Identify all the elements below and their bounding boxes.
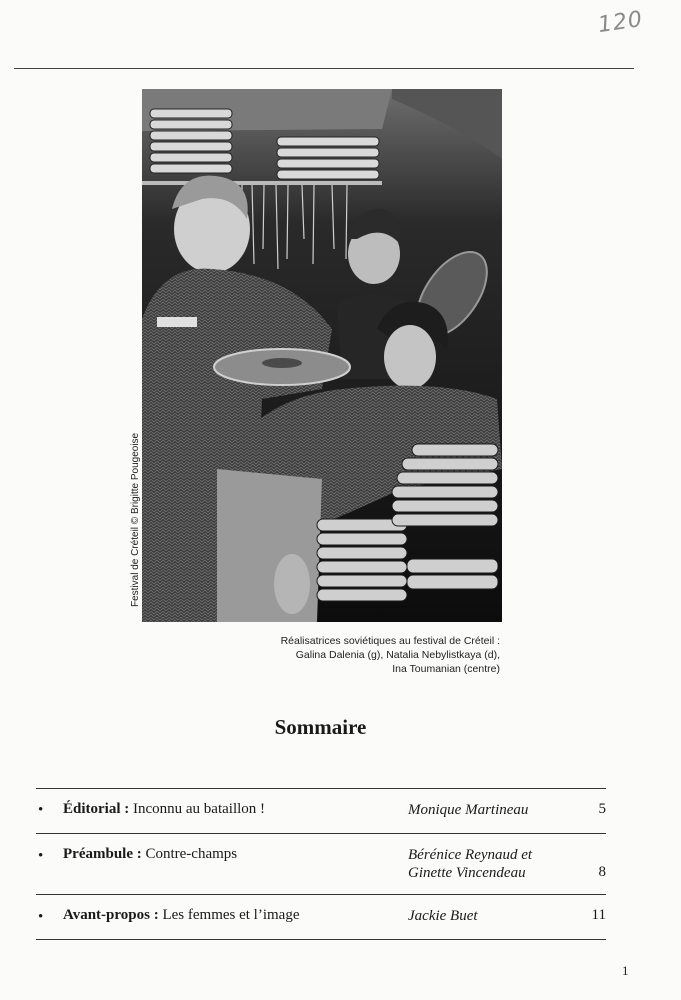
photo-film-reels (142, 89, 502, 622)
caption-line: Réalisatrices soviétiques au festival de Créteil : (280, 635, 500, 647)
toc-entry-author-line: Ginette Vincendeau (408, 865, 526, 881)
toc-entry-label (63, 907, 300, 924)
toc-entry-title: Contre-champs (145, 846, 238, 862)
toc-entry-page: 11 (591, 907, 606, 923)
caption-line: Galina Dalenia (g), Natalia Nebylistkaya (d), (295, 649, 500, 661)
toc-entry-author-line: Bérénice Reynaud et (408, 847, 533, 863)
toc-entry-avant-propos (36, 895, 606, 939)
toc-entry-page: 8 (598, 864, 606, 880)
toc-entry-label (63, 846, 237, 863)
toc-divider (36, 939, 606, 940)
toc-entry-author (408, 846, 532, 882)
caption-line: Ina Toumanian (centre) (392, 663, 500, 675)
toc-entry-editorial (36, 789, 606, 833)
toc-entry-title: Les femmes et l’image (162, 907, 300, 923)
toc-entry-author: Jackie Buet (408, 908, 478, 924)
photo-women-with-film-reels-icon (142, 89, 502, 622)
bullet-icon: • (38, 802, 44, 818)
toc-entry-preambule (36, 834, 606, 894)
top-divider (14, 68, 634, 69)
toc-entry-page: 5 (598, 801, 606, 817)
photo-caption (200, 634, 500, 676)
sommaire-heading: Sommaire (274, 715, 367, 739)
bullet-icon: • (38, 848, 44, 864)
toc-section-name: Éditorial : (63, 801, 130, 817)
page-number: 1 (622, 963, 629, 978)
bullet-icon: • (38, 909, 44, 925)
toc-section-name: Préambule : (63, 846, 142, 862)
toc-entry-author: Monique Martineau (408, 802, 529, 818)
toc-section-name: Avant-propos : (63, 907, 159, 923)
handwritten-page-note: 120 (596, 6, 645, 39)
toc-entry-label (63, 801, 265, 818)
photo-credit: Festival de Créteil © Brigitte Pougeoise (130, 432, 141, 607)
toc-entry-title: Inconnu au bataillon ! (133, 801, 266, 817)
table-of-contents (36, 788, 606, 940)
